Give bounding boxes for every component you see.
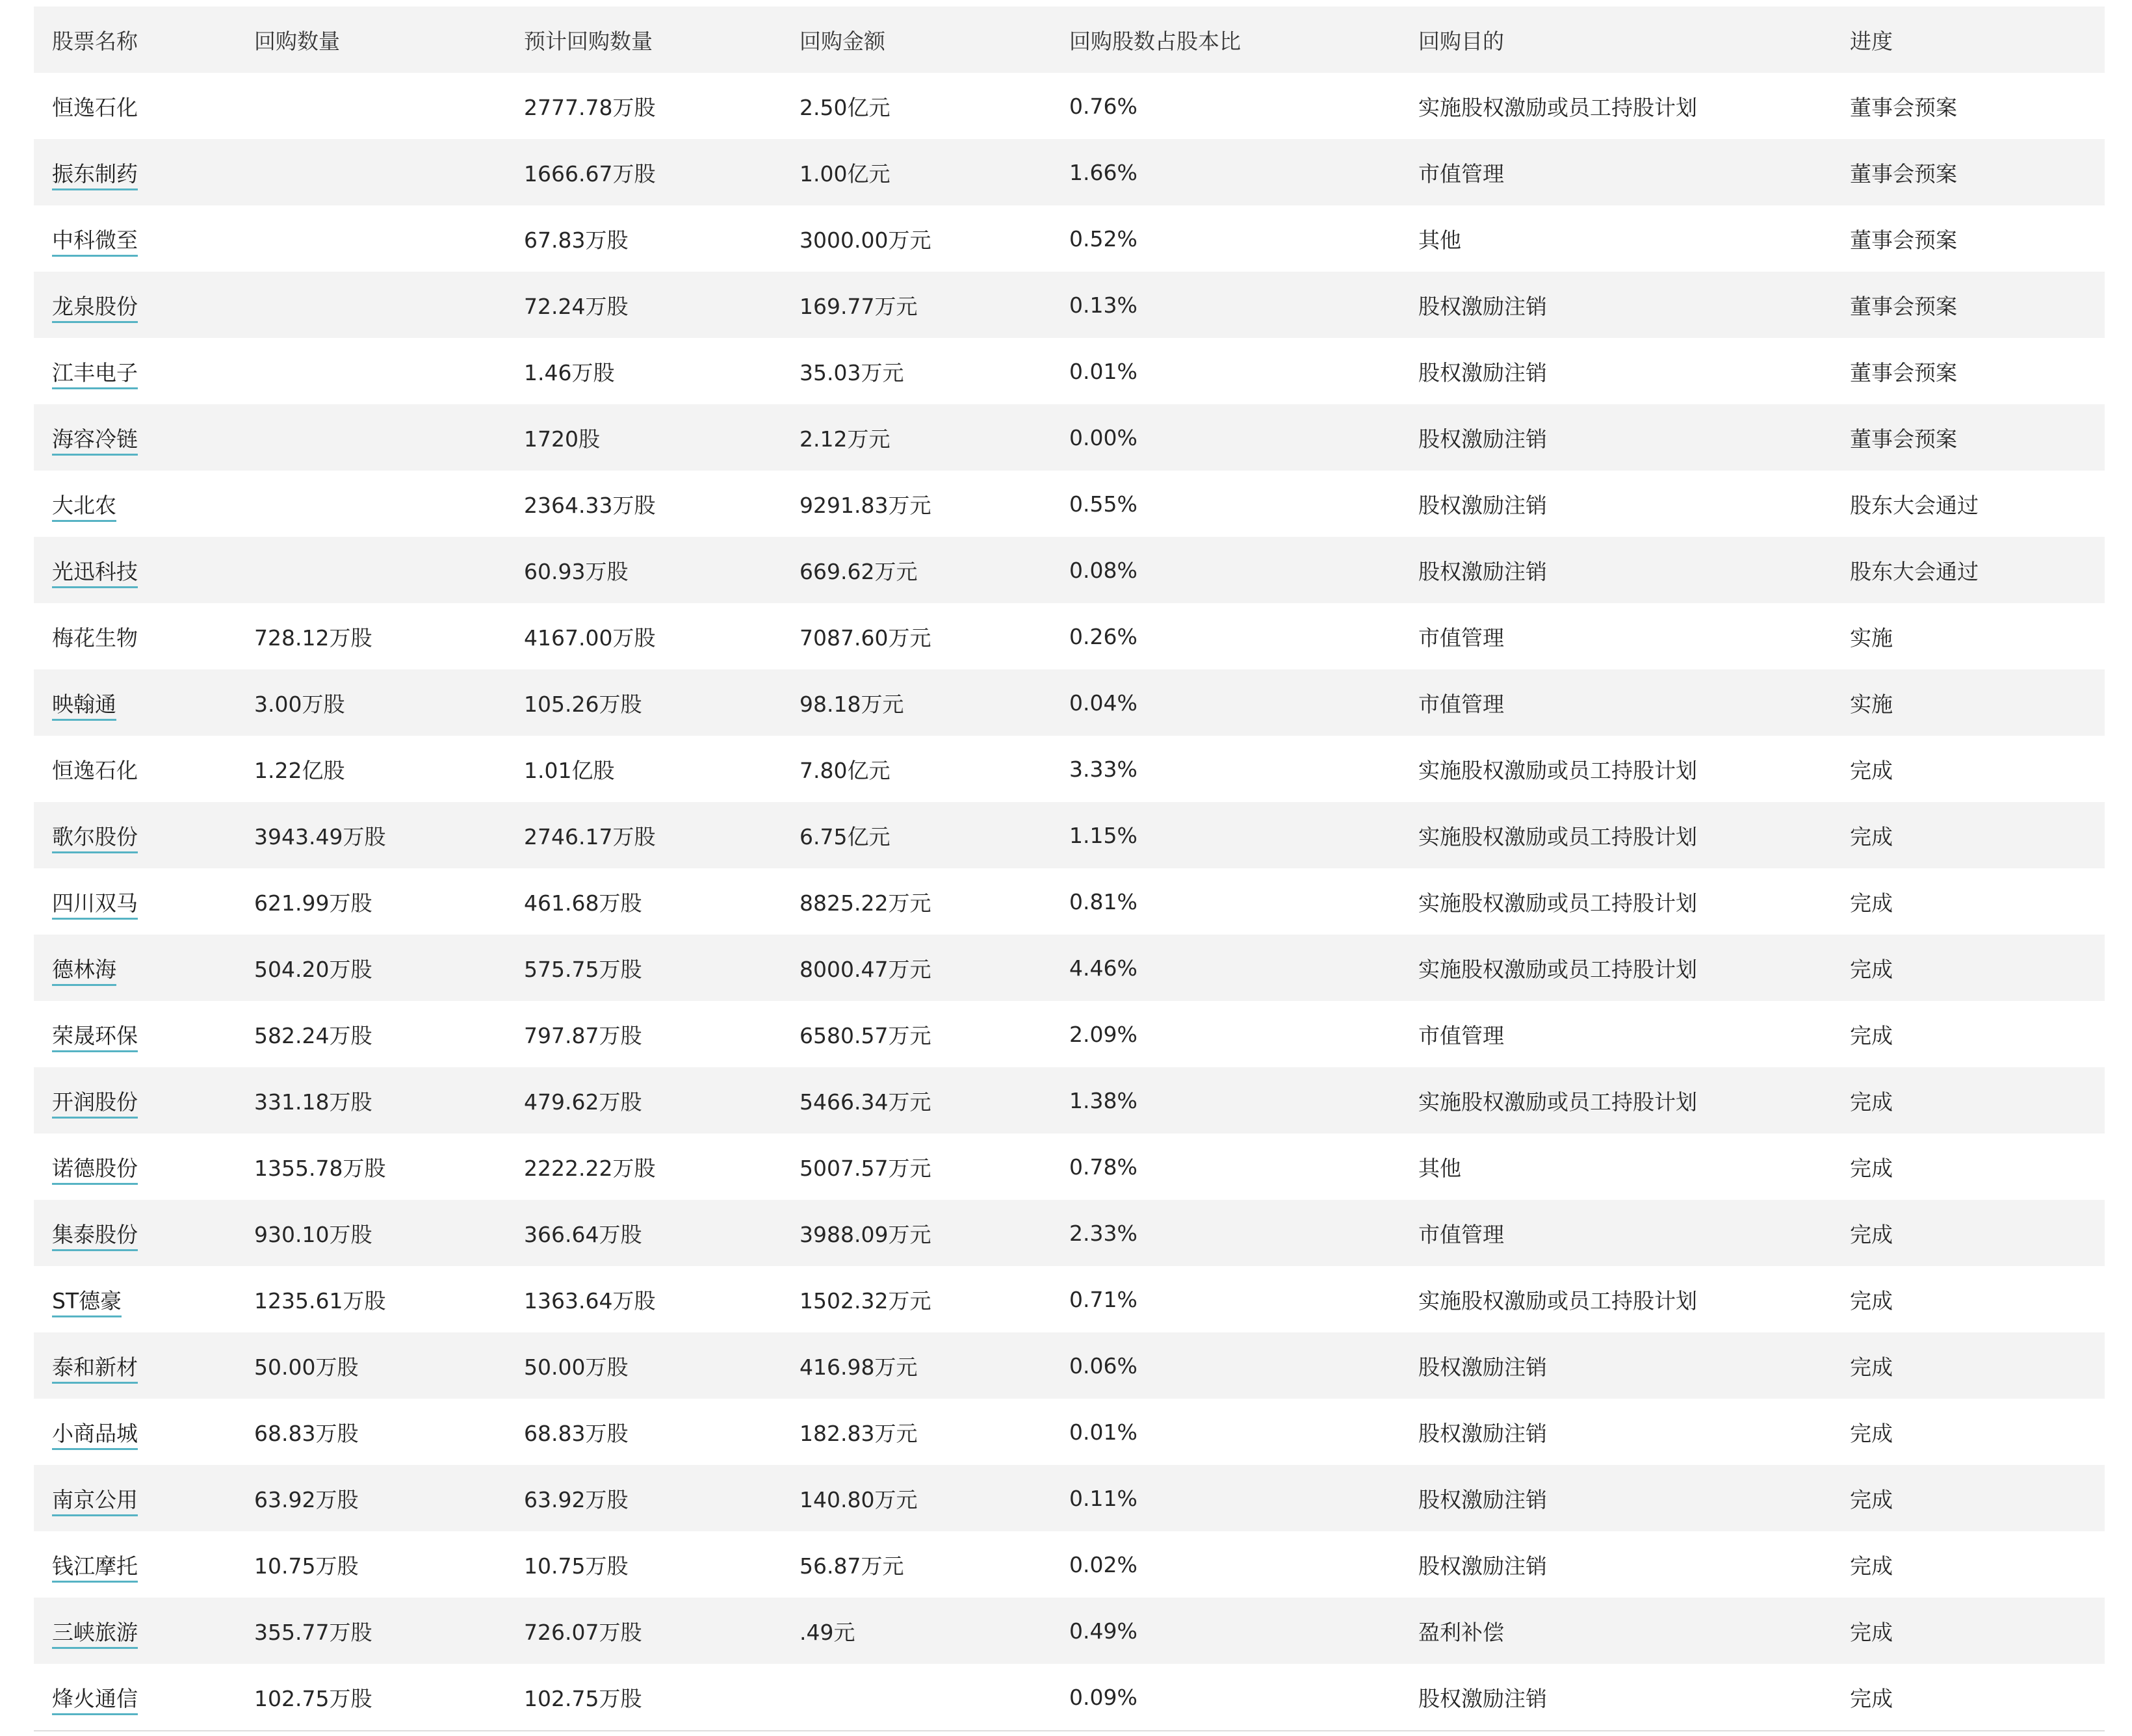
cell-share-ratio: 0.06%	[1051, 1332, 1400, 1399]
cell-purpose: 股权激励注销	[1400, 404, 1832, 471]
header-est-buyback-qty: 预计回购数量	[506, 6, 781, 73]
stock-name-link[interactable]: 泰和新材	[52, 1354, 138, 1384]
cell-share-ratio: 2.09%	[1069, 1021, 1138, 1047]
header-share-ratio: 回购股数占股本比	[1051, 6, 1400, 73]
cell-share-ratio: 1.15%	[1051, 802, 1400, 868]
cell-progress: 董事会预案	[1850, 94, 1957, 120]
cell-est-buyback-qty: 72.24万股	[506, 272, 781, 338]
cell-buyback-amount: 5007.57万元	[800, 1155, 931, 1181]
table-row	[34, 1664, 2105, 1730]
cell-purpose: 实施股权激励或员工持股计划	[1418, 757, 1697, 783]
cell-buyback-amount: 6580.57万元	[800, 1022, 931, 1048]
stock-name-link[interactable]: 四川双马	[52, 890, 138, 920]
cell-stock-name	[34, 1598, 236, 1664]
table-row	[34, 1067, 2105, 1134]
stock-name-link[interactable]: 歌尔股份	[52, 824, 138, 853]
cell-progress: 完成	[1850, 1420, 1893, 1446]
header-progress: 进度	[1832, 6, 2105, 73]
cell-buyback-amount: 8000.47万元	[781, 935, 1051, 1001]
cell-share-ratio: 1.66%	[1051, 139, 1400, 205]
cell-stock-name	[34, 1332, 236, 1399]
table-row	[34, 1001, 2105, 1067]
cell-buyback-qty	[236, 272, 506, 338]
cell-purpose: 盈利补偿	[1400, 1598, 1832, 1664]
cell-buyback-amount: 169.77万元	[781, 272, 1051, 338]
cell-buyback-amount: 5466.34万元	[781, 1067, 1051, 1134]
header-buyback-qty: 回购数量	[236, 6, 506, 73]
cell-progress: 完成	[1850, 1553, 1893, 1579]
stock-name-link[interactable]: 三峡旅游	[52, 1620, 138, 1649]
cell-buyback-qty	[236, 404, 506, 471]
cell-share-ratio: 0.08%	[1051, 537, 1400, 603]
cell-est-buyback-qty: 67.83万股	[524, 227, 629, 253]
cell-est-buyback-qty: 4167.00万股	[524, 625, 656, 651]
cell-share-ratio: 0.09%	[1069, 1684, 1138, 1710]
cell-stock-name	[34, 1001, 236, 1067]
table-row	[34, 139, 2105, 205]
stock-name-text: 梅花生物	[52, 625, 138, 651]
cell-share-ratio: 4.46%	[1051, 935, 1400, 1001]
cell-progress: 完成	[1832, 1067, 2105, 1134]
header-purpose: 回购目的	[1400, 6, 1832, 73]
cell-stock-name	[34, 471, 236, 537]
stock-name-link[interactable]: 南京公用	[52, 1487, 138, 1516]
stock-name-link[interactable]: ST德豪	[52, 1288, 122, 1317]
stock-name-link[interactable]: 德林海	[52, 957, 116, 986]
cell-buyback-amount: 56.87万元	[800, 1553, 904, 1579]
stock-name-link[interactable]: 集泰股份	[52, 1222, 138, 1251]
table-row	[34, 338, 2105, 404]
cell-progress: 完成	[1832, 935, 2105, 1001]
cell-share-ratio: 0.81%	[1069, 888, 1138, 914]
cell-stock-name	[34, 935, 236, 1001]
cell-stock-name	[34, 404, 236, 471]
cell-est-buyback-qty: 726.07万股	[506, 1598, 781, 1664]
cell-progress: 股东大会通过	[1832, 537, 2105, 603]
stock-name-link[interactable]: 小商品城	[52, 1421, 138, 1450]
cell-buyback-qty	[236, 205, 506, 272]
cell-purpose: 股权激励注销	[1400, 1332, 1832, 1399]
cell-stock-name	[34, 802, 236, 868]
table-row	[34, 73, 2105, 139]
cell-est-buyback-qty: 60.93万股	[506, 537, 781, 603]
buyback-table	[34, 6, 2105, 1730]
cell-buyback-qty: 3943.49万股	[236, 802, 506, 868]
table-header-row	[34, 6, 2105, 73]
cell-purpose: 其他	[1418, 227, 1461, 253]
cell-est-buyback-qty: 1.46万股	[524, 359, 615, 385]
cell-est-buyback-qty: 68.83万股	[524, 1420, 629, 1446]
cell-stock-name	[34, 868, 236, 935]
cell-stock-name	[34, 669, 236, 736]
cell-share-ratio: 0.26%	[1069, 623, 1138, 649]
cell-buyback-amount: 35.03万元	[800, 359, 904, 385]
cell-progress: 完成	[1850, 1022, 1893, 1048]
table-row	[34, 471, 2105, 537]
cell-stock-name	[34, 1399, 236, 1465]
cell-buyback-qty: 621.99万股	[254, 890, 372, 916]
stock-name-link[interactable]: 海容冷链	[52, 426, 138, 456]
cell-purpose: 其他	[1418, 1155, 1461, 1181]
cell-buyback-qty: 504.20万股	[236, 935, 506, 1001]
cell-share-ratio: 0.49%	[1051, 1598, 1400, 1664]
cell-buyback-amount: 2.50亿元	[800, 94, 890, 120]
cell-buyback-amount: 2.12万元	[781, 404, 1051, 471]
cell-share-ratio: 0.01%	[1069, 358, 1138, 384]
stock-name-link[interactable]: 江丰电子	[52, 360, 138, 389]
cell-est-buyback-qty: 2222.22万股	[524, 1155, 656, 1181]
stock-name-link[interactable]: 映翰通	[52, 692, 116, 721]
cell-est-buyback-qty: 797.87万股	[524, 1022, 642, 1048]
table-row	[34, 205, 2105, 272]
cell-progress: 完成	[1850, 890, 1893, 916]
table-row	[34, 1598, 2105, 1664]
cell-purpose: 股权激励注销	[1418, 1685, 1547, 1711]
cell-purpose: 股权激励注销	[1418, 359, 1547, 385]
cell-share-ratio: 1.38%	[1051, 1067, 1400, 1134]
cell-buyback-qty	[236, 139, 506, 205]
cell-purpose: 实施股权激励或员工持股计划	[1400, 935, 1832, 1001]
cell-purpose: 股权激励注销	[1418, 492, 1547, 518]
table-body	[34, 73, 2105, 1730]
table-row	[34, 1266, 2105, 1332]
cell-est-buyback-qty: 10.75万股	[524, 1553, 629, 1579]
stock-name-link[interactable]: 龙泉股份	[52, 294, 138, 323]
cell-est-buyback-qty: 1363.64万股	[524, 1288, 656, 1314]
cell-buyback-amount: 416.98万元	[781, 1332, 1051, 1399]
stock-name-text: 恒逸石化	[52, 94, 138, 120]
cell-progress: 完成	[1850, 1685, 1893, 1711]
cell-purpose: 市值管理	[1400, 1200, 1832, 1266]
cell-buyback-amount: 98.18万元	[781, 669, 1051, 736]
cell-buyback-qty: 355.77万股	[236, 1598, 506, 1664]
cell-buyback-amount: 669.62万元	[781, 537, 1051, 603]
cell-buyback-qty: 1.22亿股	[254, 757, 345, 783]
cell-est-buyback-qty: 50.00万股	[506, 1332, 781, 1399]
cell-progress: 完成	[1832, 1200, 2105, 1266]
cell-share-ratio: 3.33%	[1069, 756, 1138, 782]
cell-est-buyback-qty: 105.26万股	[506, 669, 781, 736]
cell-stock-name	[34, 1200, 236, 1266]
cell-share-ratio: 0.11%	[1051, 1465, 1400, 1531]
cell-stock-name	[34, 1134, 236, 1200]
cell-progress: 完成	[1850, 757, 1893, 783]
cell-buyback-qty	[236, 537, 506, 603]
table-row	[34, 1134, 2105, 1200]
cell-stock-name	[34, 1664, 236, 1730]
cell-est-buyback-qty: 2364.33万股	[524, 492, 656, 518]
cell-est-buyback-qty: 575.75万股	[506, 935, 781, 1001]
header-buyback-amount: 回购金额	[781, 6, 1051, 73]
cell-share-ratio: 0.13%	[1051, 272, 1400, 338]
cell-est-buyback-qty: 63.92万股	[506, 1465, 781, 1531]
cell-buyback-amount: .49元	[781, 1598, 1051, 1664]
cell-buyback-qty: 68.83万股	[254, 1420, 359, 1446]
cell-est-buyback-qty: 102.75万股	[524, 1685, 642, 1711]
cell-est-buyback-qty: 2777.78万股	[524, 94, 656, 120]
cell-stock-name	[34, 205, 236, 272]
cell-stock-name	[34, 1465, 236, 1531]
cell-buyback-qty: 1355.78万股	[254, 1155, 386, 1181]
cell-purpose: 实施股权激励或员工持股计划	[1418, 1288, 1697, 1314]
cell-buyback-amount: 7087.60万元	[800, 625, 931, 651]
cell-stock-name	[34, 272, 236, 338]
cell-est-buyback-qty: 1720股	[506, 404, 781, 471]
cell-purpose: 市值管理	[1418, 625, 1504, 651]
cell-share-ratio: 0.02%	[1069, 1551, 1138, 1577]
cell-share-ratio: 0.00%	[1051, 404, 1400, 471]
stock-name-link[interactable]: 钱江摩托	[52, 1553, 138, 1583]
table-row	[34, 537, 2105, 603]
cell-progress: 完成	[1832, 1332, 2105, 1399]
stock-name-link[interactable]: 开润股份	[52, 1089, 138, 1119]
cell-progress: 董事会预案	[1850, 359, 1957, 385]
cell-purpose: 股权激励注销	[1400, 537, 1832, 603]
cell-progress: 股东大会通过	[1850, 492, 1979, 518]
buyback-table-container	[34, 6, 2105, 1731]
cell-share-ratio: 2.33%	[1051, 1200, 1400, 1266]
stock-name-link[interactable]: 大北农	[52, 493, 116, 522]
cell-buyback-amount: 140.80万元	[781, 1465, 1051, 1531]
cell-buyback-qty	[236, 471, 506, 537]
cell-buyback-qty: 1235.61万股	[254, 1288, 386, 1314]
cell-progress: 董事会预案	[1850, 227, 1957, 253]
table-row	[34, 603, 2105, 669]
cell-buyback-qty: 63.92万股	[236, 1465, 506, 1531]
cell-buyback-qty: 331.18万股	[236, 1067, 506, 1134]
cell-progress: 完成	[1850, 1155, 1893, 1181]
cell-stock-name	[34, 603, 236, 669]
cell-buyback-qty	[236, 338, 506, 404]
table-row	[34, 272, 2105, 338]
cell-purpose: 股权激励注销	[1418, 1553, 1547, 1579]
cell-purpose: 股权激励注销	[1400, 1465, 1832, 1531]
cell-purpose: 实施股权激励或员工持股计划	[1400, 1067, 1832, 1134]
cell-buyback-amount: 1.00亿元	[781, 139, 1051, 205]
header-stock-name: 股票名称	[34, 6, 236, 73]
cell-progress: 董事会预案	[1832, 139, 2105, 205]
cell-est-buyback-qty: 1.01亿股	[524, 757, 615, 783]
stock-name-text: 恒逸石化	[52, 757, 138, 783]
stock-name-link[interactable]: 荣晟环保	[52, 1023, 138, 1052]
cell-stock-name	[34, 1067, 236, 1134]
table-row	[34, 1399, 2105, 1465]
cell-progress: 完成	[1832, 1598, 2105, 1664]
stock-name-link[interactable]: 中科微至	[52, 227, 138, 257]
cell-buyback-amount: 1502.32万元	[800, 1288, 931, 1314]
stock-name-link[interactable]: 振东制药	[52, 161, 138, 190]
cell-progress: 董事会预案	[1832, 404, 2105, 471]
cell-buyback-amount	[781, 1664, 1051, 1730]
cell-buyback-amount: 182.83万元	[800, 1420, 918, 1446]
cell-est-buyback-qty: 1666.67万股	[506, 139, 781, 205]
cell-purpose: 市值管理	[1400, 669, 1832, 736]
cell-buyback-amount: 3000.00万元	[800, 227, 931, 253]
cell-buyback-qty: 582.24万股	[254, 1022, 372, 1048]
stock-name-link[interactable]: 诺德股份	[52, 1156, 138, 1185]
cell-buyback-amount: 8825.22万元	[800, 890, 931, 916]
cell-purpose: 市值管理	[1400, 139, 1832, 205]
cell-share-ratio: 0.52%	[1069, 226, 1138, 252]
cell-buyback-qty: 10.75万股	[254, 1553, 359, 1579]
cell-est-buyback-qty: 479.62万股	[506, 1067, 781, 1134]
table-row	[34, 404, 2105, 471]
cell-purpose: 市值管理	[1418, 1022, 1504, 1048]
cell-progress: 完成	[1832, 802, 2105, 868]
stock-name-link[interactable]: 烽火通信	[52, 1686, 138, 1715]
table-row	[34, 736, 2105, 802]
cell-share-ratio: 0.04%	[1051, 669, 1400, 736]
table-row	[34, 1465, 2105, 1531]
cell-purpose: 股权激励注销	[1418, 1420, 1547, 1446]
cell-progress: 董事会预案	[1832, 272, 2105, 338]
cell-stock-name	[34, 338, 236, 404]
cell-buyback-qty: 728.12万股	[254, 625, 372, 651]
cell-share-ratio: 0.01%	[1069, 1419, 1138, 1445]
cell-purpose: 实施股权激励或员工持股计划	[1400, 802, 1832, 868]
cell-stock-name	[34, 73, 236, 139]
cell-share-ratio: 0.78%	[1069, 1154, 1138, 1180]
cell-buyback-amount: 3988.09万元	[781, 1200, 1051, 1266]
cell-est-buyback-qty: 2746.17万股	[506, 802, 781, 868]
cell-buyback-amount: 7.80亿元	[800, 757, 890, 783]
cell-buyback-qty: 102.75万股	[254, 1685, 372, 1711]
cell-share-ratio: 0.71%	[1069, 1286, 1138, 1312]
cell-progress: 完成	[1832, 1465, 2105, 1531]
cell-est-buyback-qty: 366.64万股	[506, 1200, 781, 1266]
cell-purpose: 实施股权激励或员工持股计划	[1418, 890, 1697, 916]
cell-buyback-qty	[236, 73, 506, 139]
cell-share-ratio: 0.76%	[1069, 93, 1138, 119]
cell-buyback-qty: 930.10万股	[236, 1200, 506, 1266]
cell-progress: 实施	[1832, 669, 2105, 736]
table-row	[34, 669, 2105, 736]
table-row	[34, 1531, 2105, 1598]
table-row	[34, 935, 2105, 1001]
cell-stock-name	[34, 1531, 236, 1598]
cell-buyback-amount: 9291.83万元	[800, 492, 931, 518]
table-row	[34, 868, 2105, 935]
table-row	[34, 1332, 2105, 1399]
cell-stock-name	[34, 736, 236, 802]
cell-est-buyback-qty: 461.68万股	[524, 890, 642, 916]
cell-progress: 完成	[1850, 1288, 1893, 1314]
cell-stock-name	[34, 139, 236, 205]
cell-purpose: 实施股权激励或员工持股计划	[1418, 94, 1697, 120]
cell-purpose: 股权激励注销	[1400, 272, 1832, 338]
cell-stock-name	[34, 1266, 236, 1332]
cell-buyback-amount: 6.75亿元	[781, 802, 1051, 868]
cell-buyback-qty: 3.00万股	[236, 669, 506, 736]
table-row	[34, 802, 2105, 868]
cell-progress: 实施	[1850, 625, 1893, 651]
table-bottom-divider	[34, 1730, 2105, 1731]
stock-name-link[interactable]: 光迅科技	[52, 559, 138, 588]
cell-buyback-qty: 50.00万股	[236, 1332, 506, 1399]
cell-stock-name	[34, 537, 236, 603]
table-row	[34, 1200, 2105, 1266]
cell-share-ratio: 0.55%	[1069, 491, 1138, 517]
